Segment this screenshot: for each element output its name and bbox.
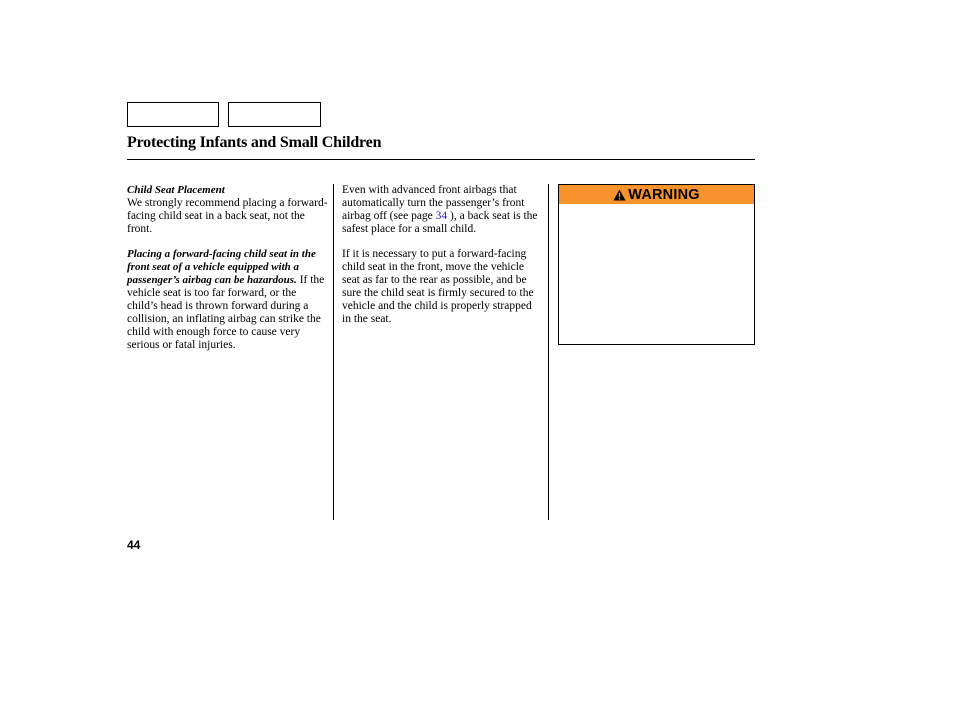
warning-label: WARNING [628,186,700,203]
hazard-emphasis: Placing a forward-facing child seat in the front seat of a vehicle equipped with a passenger’s airbag can be hazardous. [127,248,316,286]
warning-box [558,184,755,345]
paragraph-recommendation: We strongly recommend placing a forward-facing child seat in a back seat, not the front. [127,197,328,235]
page-title: Protecting Infants and Small Children [127,134,382,151]
warning-triangle-icon [613,189,626,201]
paragraph-front-seat-instructions: If it is necessary to put a forward-facing child seat in the front, move the vehicle seat as far to the rear as possible, and be sure the child seat is firmly secured to the vehicle and the child is properly strapped in the seat. [342,248,534,325]
page-number: 44 [127,538,141,552]
paragraph-advanced-airbags [342,184,543,236]
nav-button-2[interactable] [228,102,321,127]
section-heading: Child Seat Placement [127,184,225,196]
paragraph-hazard [127,248,328,352]
title-divider [127,159,755,160]
column-divider-1 [333,184,334,520]
column-middle [342,184,543,326]
airbags-text-before: Even with advanced front airbags that automatically turn the passenger’s front airbag off (see page [342,184,525,222]
hazard-text: If the vehicle seat is too far forward, or the child’s head is thrown forward during a collision, an inflating airbag can strike the child with enough force to cause very serious or fatal injuries. [127,274,325,351]
column-left [127,184,328,352]
airbags-text-after: ), a back seat is the safest place for a small child. [342,210,538,235]
warning-header [559,185,754,204]
page-link-34[interactable]: 34 [435,210,448,222]
nav-button-1[interactable] [127,102,219,127]
column-divider-2 [548,184,549,520]
